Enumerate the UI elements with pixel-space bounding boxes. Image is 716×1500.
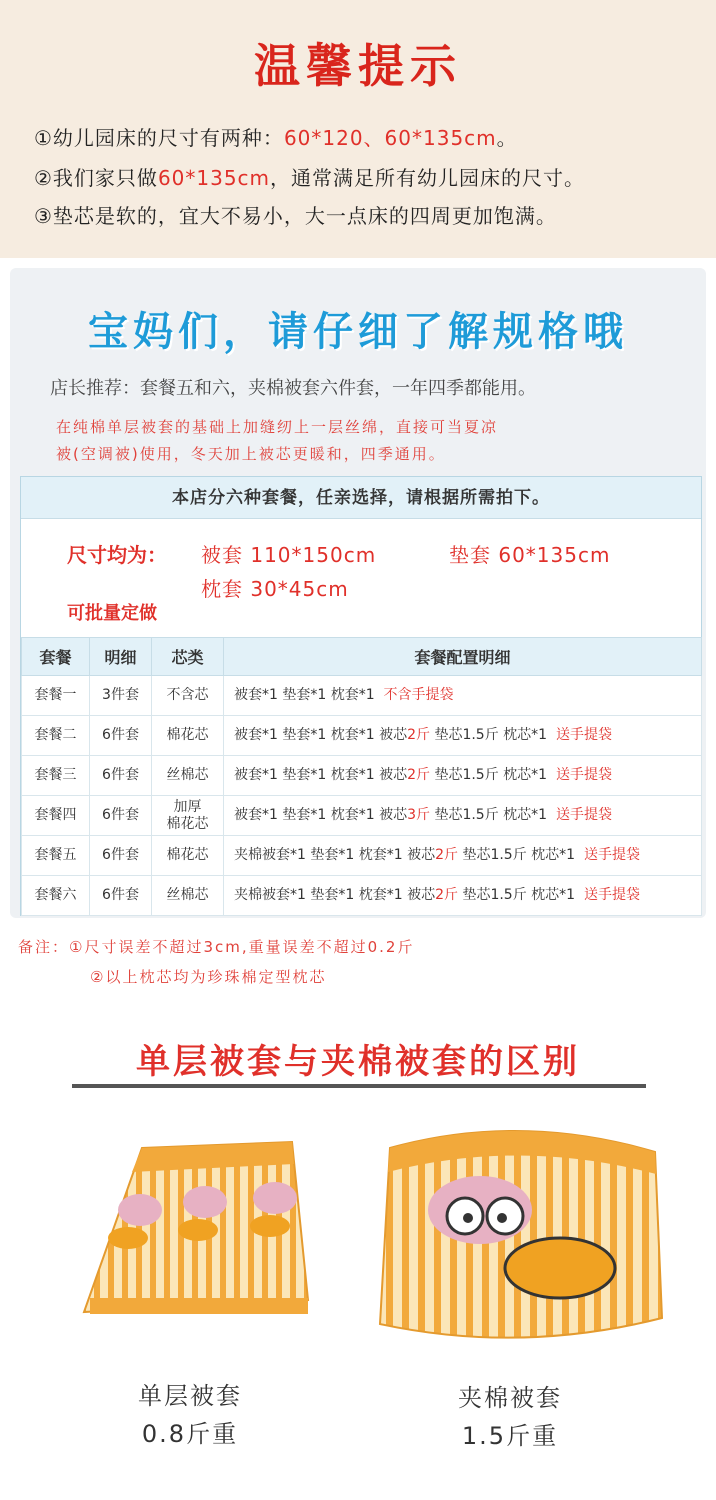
difference-title: 单层被套与夹棉被套的区别 (136, 1042, 580, 1082)
config-weight: 2斤 (435, 847, 458, 863)
package-table (21, 637, 702, 916)
cell-config (224, 876, 702, 916)
cell-core (152, 796, 224, 836)
package-box (20, 476, 702, 916)
padded-name: 夹棉被套 (458, 1384, 562, 1412)
package-box-header: 本店分六种套餐，任亲选择，请根据所需拍下。 (21, 477, 701, 519)
cell-package: 套餐二 (22, 716, 90, 756)
cell-package: 套餐六 (22, 876, 90, 916)
core-line-1: 加厚 (173, 798, 202, 815)
config-weight: 2斤 (407, 727, 430, 743)
size-label: 尺寸均为： (67, 543, 167, 567)
config-text: 被套*1 垫套*1 枕套*1 被芯 (234, 767, 408, 783)
bulk-order-text: 可批量定做 (67, 603, 157, 624)
spec-title: 宝妈们，请仔细了解规格哦 (88, 309, 628, 355)
cell-detail: 6件套 (90, 876, 152, 916)
cell-config (224, 796, 702, 836)
config-extra: 不含手提袋 (383, 687, 454, 703)
tip-1-text: ①幼儿园床的尺寸有两种： (34, 126, 284, 150)
padded-quilt-image (370, 1118, 670, 1354)
table-row (22, 716, 702, 756)
tip-1-suffix: 。 (496, 126, 518, 150)
table-header-row (22, 638, 702, 676)
note-line-2: 被(空调被)使用，冬天加上被芯更暖和，四季通用。 (56, 445, 446, 463)
cell-package: 套餐三 (22, 756, 90, 796)
cell-core: 棉花芯 (152, 716, 224, 756)
tips-title: 温馨提示 (254, 39, 462, 93)
cell-core: 不含芯 (152, 676, 224, 716)
col-header-package: 套餐 (22, 638, 90, 676)
cell-package: 套餐一 (22, 676, 90, 716)
cell-detail: 6件套 (90, 716, 152, 756)
config-text-rest: 垫芯1.5斤 枕芯*1 (430, 767, 548, 783)
config-text-rest: 垫芯1.5斤 枕芯*1 (430, 727, 548, 743)
config-text-rest: 垫芯1.5斤 枕芯*1 (458, 887, 576, 903)
size-quilt: 被套 110*150cm (201, 543, 377, 567)
config-weight: 2斤 (407, 767, 430, 783)
recommend-text: 店长推荐：套餐五和六，夹棉被套六件套，一年四季都能用。 (50, 378, 536, 399)
tip-line-2 (34, 162, 585, 191)
size-mat: 垫套 60*135cm (449, 543, 611, 567)
core-line-2: 棉花芯 (166, 815, 209, 832)
config-text: 被套*1 垫套*1 枕套*1 被芯 (234, 807, 408, 823)
config-extra: 送手提袋 (583, 847, 640, 863)
tip-line-1 (34, 122, 518, 151)
config-text-rest: 垫芯1.5斤 枕芯*1 (430, 807, 548, 823)
table-row (22, 796, 702, 836)
config-extra: 送手提袋 (555, 807, 612, 823)
cell-core: 丝棉芯 (152, 756, 224, 796)
table-row (22, 836, 702, 876)
config-text: 被套*1 垫套*1 枕套*1 (234, 687, 375, 703)
cell-config (224, 676, 702, 716)
cell-package: 套餐四 (22, 796, 90, 836)
tip-line-3: ③垫芯是软的，宜大不易小，大一点床的四周更加饱满。 (34, 204, 557, 228)
cell-detail: 6件套 (90, 796, 152, 836)
config-weight: 2斤 (435, 887, 458, 903)
cell-detail: 6件套 (90, 756, 152, 796)
cell-config (224, 836, 702, 876)
tip-2-highlight: 60*135cm (157, 166, 271, 190)
cell-detail: 3件套 (90, 676, 152, 716)
col-header-core: 芯类 (152, 638, 224, 676)
cell-package: 套餐五 (22, 836, 90, 876)
tip-1-highlight: 60*120、60*135cm (283, 126, 497, 150)
config-text: 夹棉被套*1 垫套*1 枕套*1 被芯 (234, 847, 436, 863)
config-weight: 3斤 (407, 807, 430, 823)
remark-line-1: 备注：①尺寸误差不超过3cm,重量误差不超过0.2斤 (18, 938, 415, 956)
config-extra: 送手提袋 (555, 767, 612, 783)
config-text-rest: 垫芯1.5斤 枕芯*1 (458, 847, 576, 863)
remark-line-2: ②以上枕芯均为珍珠棉定型枕芯 (90, 968, 327, 986)
table-row (22, 876, 702, 916)
cell-core: 丝棉芯 (152, 876, 224, 916)
table-row (22, 756, 702, 796)
single-layer-quilt-image (80, 1130, 320, 1330)
config-text: 被套*1 垫套*1 枕套*1 被芯 (234, 727, 408, 743)
cell-core: 棉花芯 (152, 836, 224, 876)
cell-detail: 6件套 (90, 836, 152, 876)
col-header-config: 套餐配置明细 (224, 638, 702, 676)
padded-weight: 1.5斤重 (461, 1422, 559, 1450)
config-extra: 送手提袋 (555, 727, 612, 743)
config-text: 夹棉被套*1 垫套*1 枕套*1 被芯 (234, 887, 436, 903)
cell-config (224, 716, 702, 756)
single-layer-name: 单层被套 (138, 1382, 242, 1410)
col-header-detail: 明细 (90, 638, 152, 676)
tip-2-text: ②我们家只做 (34, 166, 158, 190)
table-row (22, 676, 702, 716)
tip-2-suffix: ，通常满足所有幼儿园床的尺寸。 (270, 166, 586, 190)
tips-section (0, 0, 716, 258)
title-underline (72, 1084, 646, 1088)
size-pillow: 枕套 30*45cm (201, 577, 349, 601)
cell-config (224, 756, 702, 796)
single-layer-weight: 0.8斤重 (141, 1420, 239, 1448)
note-line-1: 在纯棉单层被套的基础上加缝纫上一层丝绵，直接可当夏凉 (56, 418, 499, 436)
config-extra: 送手提袋 (583, 887, 640, 903)
